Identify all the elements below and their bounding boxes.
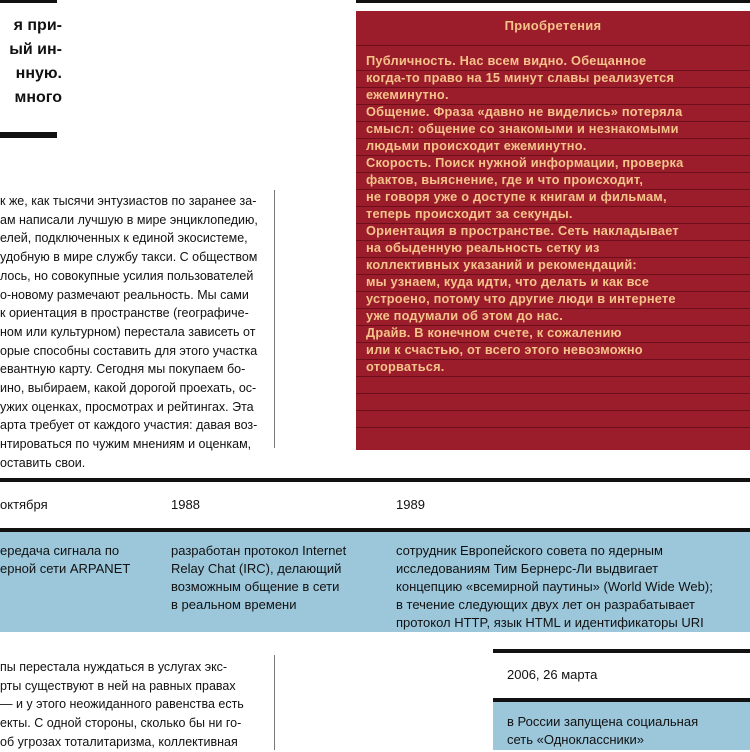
sidebar-line: Драйв. В конечном счете, к сожалению [366,325,622,340]
sidebar-line: фактов, выяснение, где и что происходит, [366,172,644,187]
article-line: нтироваться по чужим мнениям и оценкам, [0,437,252,452]
timeline-extra-entry [507,713,698,749]
sidebar-line: теперь происходит за секунды. [366,206,573,221]
column-divider-upper [274,190,275,448]
sidebar-line: коллективных указаний и рекомендаций: [366,257,637,272]
timeline-line: разработан протокол Internet [171,543,347,558]
timeline-line: в течение следующих двух лет он разрабатывает [396,597,695,612]
timeline-extra-date: 2006, 26 марта [507,667,598,682]
sidebar-line: Публичность. Нас всем видно. Обещанное [366,53,647,68]
sidebar-line: уже подумали об этом до нас. [366,308,563,323]
sidebar-line: на обыденную реальность сетку из [366,240,600,255]
timeline-line: Relay Chat (IRC), делающий [171,561,342,576]
timeline-date: 1988 [171,497,200,512]
timeline-extra-rule-top [493,649,750,653]
article-upper [0,192,258,473]
timeline-entry [0,542,130,578]
article-line: — и у этого неожиданного равенства есть [0,697,244,712]
sidebar-rule [356,376,750,377]
timeline-line: в России запущена социальная [507,714,699,729]
sidebar-line: устроено, потому что другие люди в интернете [366,291,676,306]
headline-line: много [14,89,62,106]
timeline-line: исследованиям Тим Бернерс-Ли выдвигает [396,561,659,576]
sidebar-line: ежеминутно. [366,87,449,102]
timeline-line: сеть «Одноклассники» [507,732,644,747]
headline-rule-top [0,0,57,3]
column-divider-lower [274,655,275,750]
timeline-line: сотрудник Европейского совета по ядерным [396,543,663,558]
timeline-line: ерной сети ARPANET [0,561,131,576]
sidebar-line: мы узнаем, куда идти, что делать и как все [366,274,650,289]
sidebar-title: Приобретения [504,18,602,33]
sidebar-line: оторваться. [366,359,445,374]
article-line: лось, но совокупные усилия пользователей [0,268,254,283]
article-line: ужих оценках, просмотрах и рейтингах. Эта [0,399,254,414]
timeline-entry [396,542,713,632]
timeline-line: протокол HTTP, язык HTML и идентификаторы URI [396,615,704,630]
sidebar-rule [356,427,750,428]
article-line: ино, выбираем, какой дорогой проехать, ос- [0,381,257,396]
timeline-date: октября [0,497,48,512]
article-line: евантную карту. Сегодня мы покупаем бо- [0,362,246,377]
article-line: елей, подключенных к единой экосистеме, [0,231,248,246]
article-lower [0,658,244,752]
sidebar-title-rule [356,45,750,46]
sidebar-line: Общение. Фраза «давно не виделись» потеряла [366,104,683,119]
headline-rule-bottom [0,132,57,138]
sidebar-line: или к счастью, от всего этого невозможно [366,342,643,357]
timeline-line: в реальном времени [171,597,297,612]
timeline-entry [171,542,346,614]
sidebar-line: не говоря уже о доступе к книгам и фильмам, [366,189,667,204]
article-line: орые способны составить для этого участка [0,343,258,358]
article-line: удобную в мире службу такси. С обществом [0,250,258,265]
headline [0,14,62,110]
article-line: об угрозах тоталитаризма, коллективная [0,734,238,749]
sidebar-rule [356,410,750,411]
article-line: к ориентация в пространстве (географиче- [0,306,249,321]
article-line: рты существуют в ней на равных правах [0,678,236,693]
article-line: екты. С одной стороны, сколько бы ни го- [0,716,242,731]
sidebar-line: людьми происходит ежеминутно. [366,138,587,153]
timeline-line: ередача сигнала по [0,543,120,558]
headline-line: я при- [13,17,62,34]
timeline-rule-top [0,478,750,482]
timeline-line: концепцию «всемирной паутины» (World Wide Web); [396,579,713,594]
sidebar-line: смысл: общение со знакомыми и незнакомыми [366,121,679,136]
article-line: оставить свои. [0,455,86,470]
sidebar-line: Ориентация в пространстве. Сеть накладывает [366,223,679,238]
sidebar-line: когда-то право на 15 минут славы реализуется [366,70,675,85]
timeline-line: возможным общение в сети [171,579,340,594]
article-line: о-новому размечают реальность. Мы сами [0,287,249,302]
timeline-date: 1989 [396,497,425,512]
article-line: арта требует от каждого участия: давая воз- [0,418,258,433]
article-line: ам написали лучшую в мире энциклопедию, [0,212,258,227]
article-line: пы перестала нуждаться в услугах экс- [0,660,228,674]
headline-line: нную. [15,65,62,82]
sidebar-rule-top [356,0,750,3]
headline-line: ый ин- [9,41,62,58]
sidebar-line: Скорость. Поиск нужной информации, проверка [366,155,684,170]
article-line: ном или культурном) перестала зависеть от [0,324,256,339]
article-line: к же, как тысячи энтузиастов по заранее за- [0,194,257,208]
sidebar-box [356,11,750,450]
sidebar-rule [356,393,750,394]
